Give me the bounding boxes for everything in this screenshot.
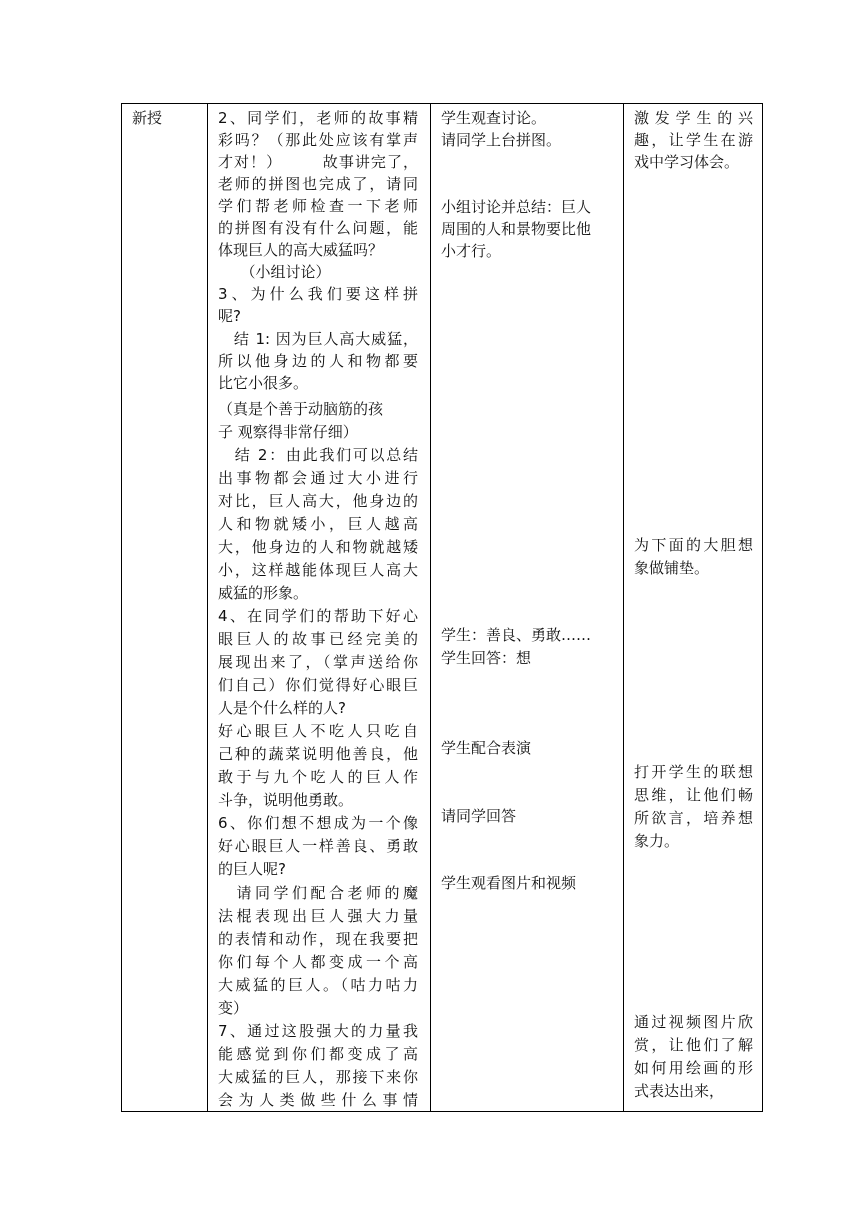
teacher-line: 彩吗？（那此处应该有掌声 (218, 131, 418, 149)
student-activity-cell (431, 104, 624, 1112)
student-line: 学生回答：想 (441, 649, 532, 667)
teacher-line: （小组讨论） (218, 263, 331, 281)
teacher-line: 4、在同学们的帮助下好心 (218, 607, 418, 625)
teacher-line: 大威猛的巨人，那接下来你 (218, 1068, 418, 1086)
teacher-line: 7、通过这股强大的力量我 (218, 1022, 418, 1040)
intent-line: 思维，让他们畅 (634, 786, 753, 804)
teacher-line: 子 观察得非常仔细） (218, 423, 358, 441)
teacher-line: 结 1: 因为巨人高大威猛， (218, 330, 418, 348)
teacher-line: 好心眼巨人一样善良、勇敢 (218, 837, 418, 855)
teacher-line: 大，他身边的人和物就越矮 (218, 538, 418, 556)
teacher-line: 好心眼巨人不吃人只吃自 (218, 722, 418, 740)
teacher-line: 己种的蔬菜说明他善良，他 (218, 745, 418, 763)
teacher-line: 呢? (218, 307, 241, 325)
teacher-line: 法棍表现出巨人强大力量 (218, 907, 418, 925)
student-line: 请同学上台拼图。 (441, 131, 562, 149)
teacher-line: 们自己）你们觉得好心眼巨 (218, 676, 418, 694)
teacher-line: 会为人类做些什么事情 (218, 1091, 418, 1109)
design-intent-cell (624, 104, 763, 1112)
student-line: 学生配合表演 (441, 739, 532, 757)
teacher-line: 斗争，说明他勇敢。 (218, 791, 354, 809)
teacher-line: 人是个什么样的人? (218, 699, 346, 717)
teacher-line: 的拼图有没有什么问题，能 (218, 219, 418, 237)
student-line: 学生观查讨论。 (441, 109, 547, 127)
teacher-line: 变） (218, 999, 249, 1017)
teacher-line: 你们每个人都变成一个高 (218, 953, 418, 971)
student-line: 学生观看图片和视频 (441, 874, 577, 892)
teacher-line: 人和物就矮小，巨人越高 (218, 515, 418, 533)
teacher-line: 大威猛的巨人。（咕力咕力 (218, 976, 418, 994)
teacher-line: 结 2：由此我们可以总结 (218, 446, 418, 464)
intent-line: 打开学生的联想 (634, 763, 753, 781)
intent-line: 所欲言，培养想 (634, 809, 753, 827)
student-line: 请同学回答 (441, 807, 517, 825)
student-line: 小组讨论并总结：巨人 (441, 198, 592, 216)
lesson-table (121, 103, 763, 1112)
teacher-line: 敢于与九个吃人的巨人作 (218, 768, 418, 786)
teacher-line: 所以他身边的人和物都要 (218, 352, 418, 370)
teacher-line: 小，这样越能体现巨人高大 (218, 561, 418, 579)
intent-line: 式表达出来， (634, 1082, 725, 1100)
teacher-line: 威猛的形象。 (218, 584, 309, 602)
intent-line: 象做铺垫。 (634, 559, 710, 577)
teacher-line: 展现出来了，（掌声送给你 (218, 653, 418, 671)
teacher-line: 的表情和动作，现在我要把 (218, 930, 418, 948)
teacher-line: 3、为什么我们要这样拼 (218, 285, 418, 303)
intent-line: 激发学生的兴 (634, 109, 753, 127)
intent-line: 为下面的大胆想 (634, 536, 753, 554)
student-line: 小才行。 (441, 242, 502, 260)
section-cell (122, 104, 208, 1112)
teacher-line: 比它小很多。 (218, 374, 309, 392)
section-label: 新授 (132, 109, 163, 127)
student-line: 周围的人和景物要比他 (441, 220, 592, 238)
intent-line: 象力。 (634, 832, 680, 850)
teacher-line: （真是个善于动脑筋的孩 (218, 400, 384, 418)
teacher-line: 6、你们想不想成为一个像 (218, 814, 418, 832)
teacher-line: 的巨人呢? (218, 860, 286, 878)
teacher-line: 请同学们配合老师的魔 (218, 884, 418, 902)
table-row (122, 104, 763, 1112)
student-line: 学生：善良、勇敢…… (441, 626, 592, 644)
teacher-line: 学们帮老师检查一下老师 (218, 197, 418, 215)
teacher-line: 体现巨人的高大威猛吗？ (218, 241, 384, 259)
intent-line: 赏，让他们了解 (634, 1036, 753, 1054)
teacher-activity-cell (208, 104, 431, 1112)
intent-line: 如何用绘画的形 (634, 1059, 753, 1077)
intent-line: 通过视频图片欣 (634, 1013, 753, 1031)
teacher-line: 对比，巨人高大，他身边的 (218, 492, 418, 510)
teacher-line: 出事物都会通过大小进行 (218, 469, 418, 487)
teacher-line: 老师的拼图也完成了，请同 (218, 175, 418, 193)
intent-line: 趣，让学生在游 (634, 131, 753, 149)
teacher-line: 眼巨人的故事已经完美的 (218, 630, 418, 648)
teacher-line: 2、同学们，老师的故事精 (218, 109, 418, 127)
teacher-line: 能感觉到你们都变成了高 (218, 1045, 418, 1063)
intent-line: 戏中学习体会。 (634, 153, 740, 171)
teacher-line: 才对！） 故事讲完了， (218, 153, 418, 171)
